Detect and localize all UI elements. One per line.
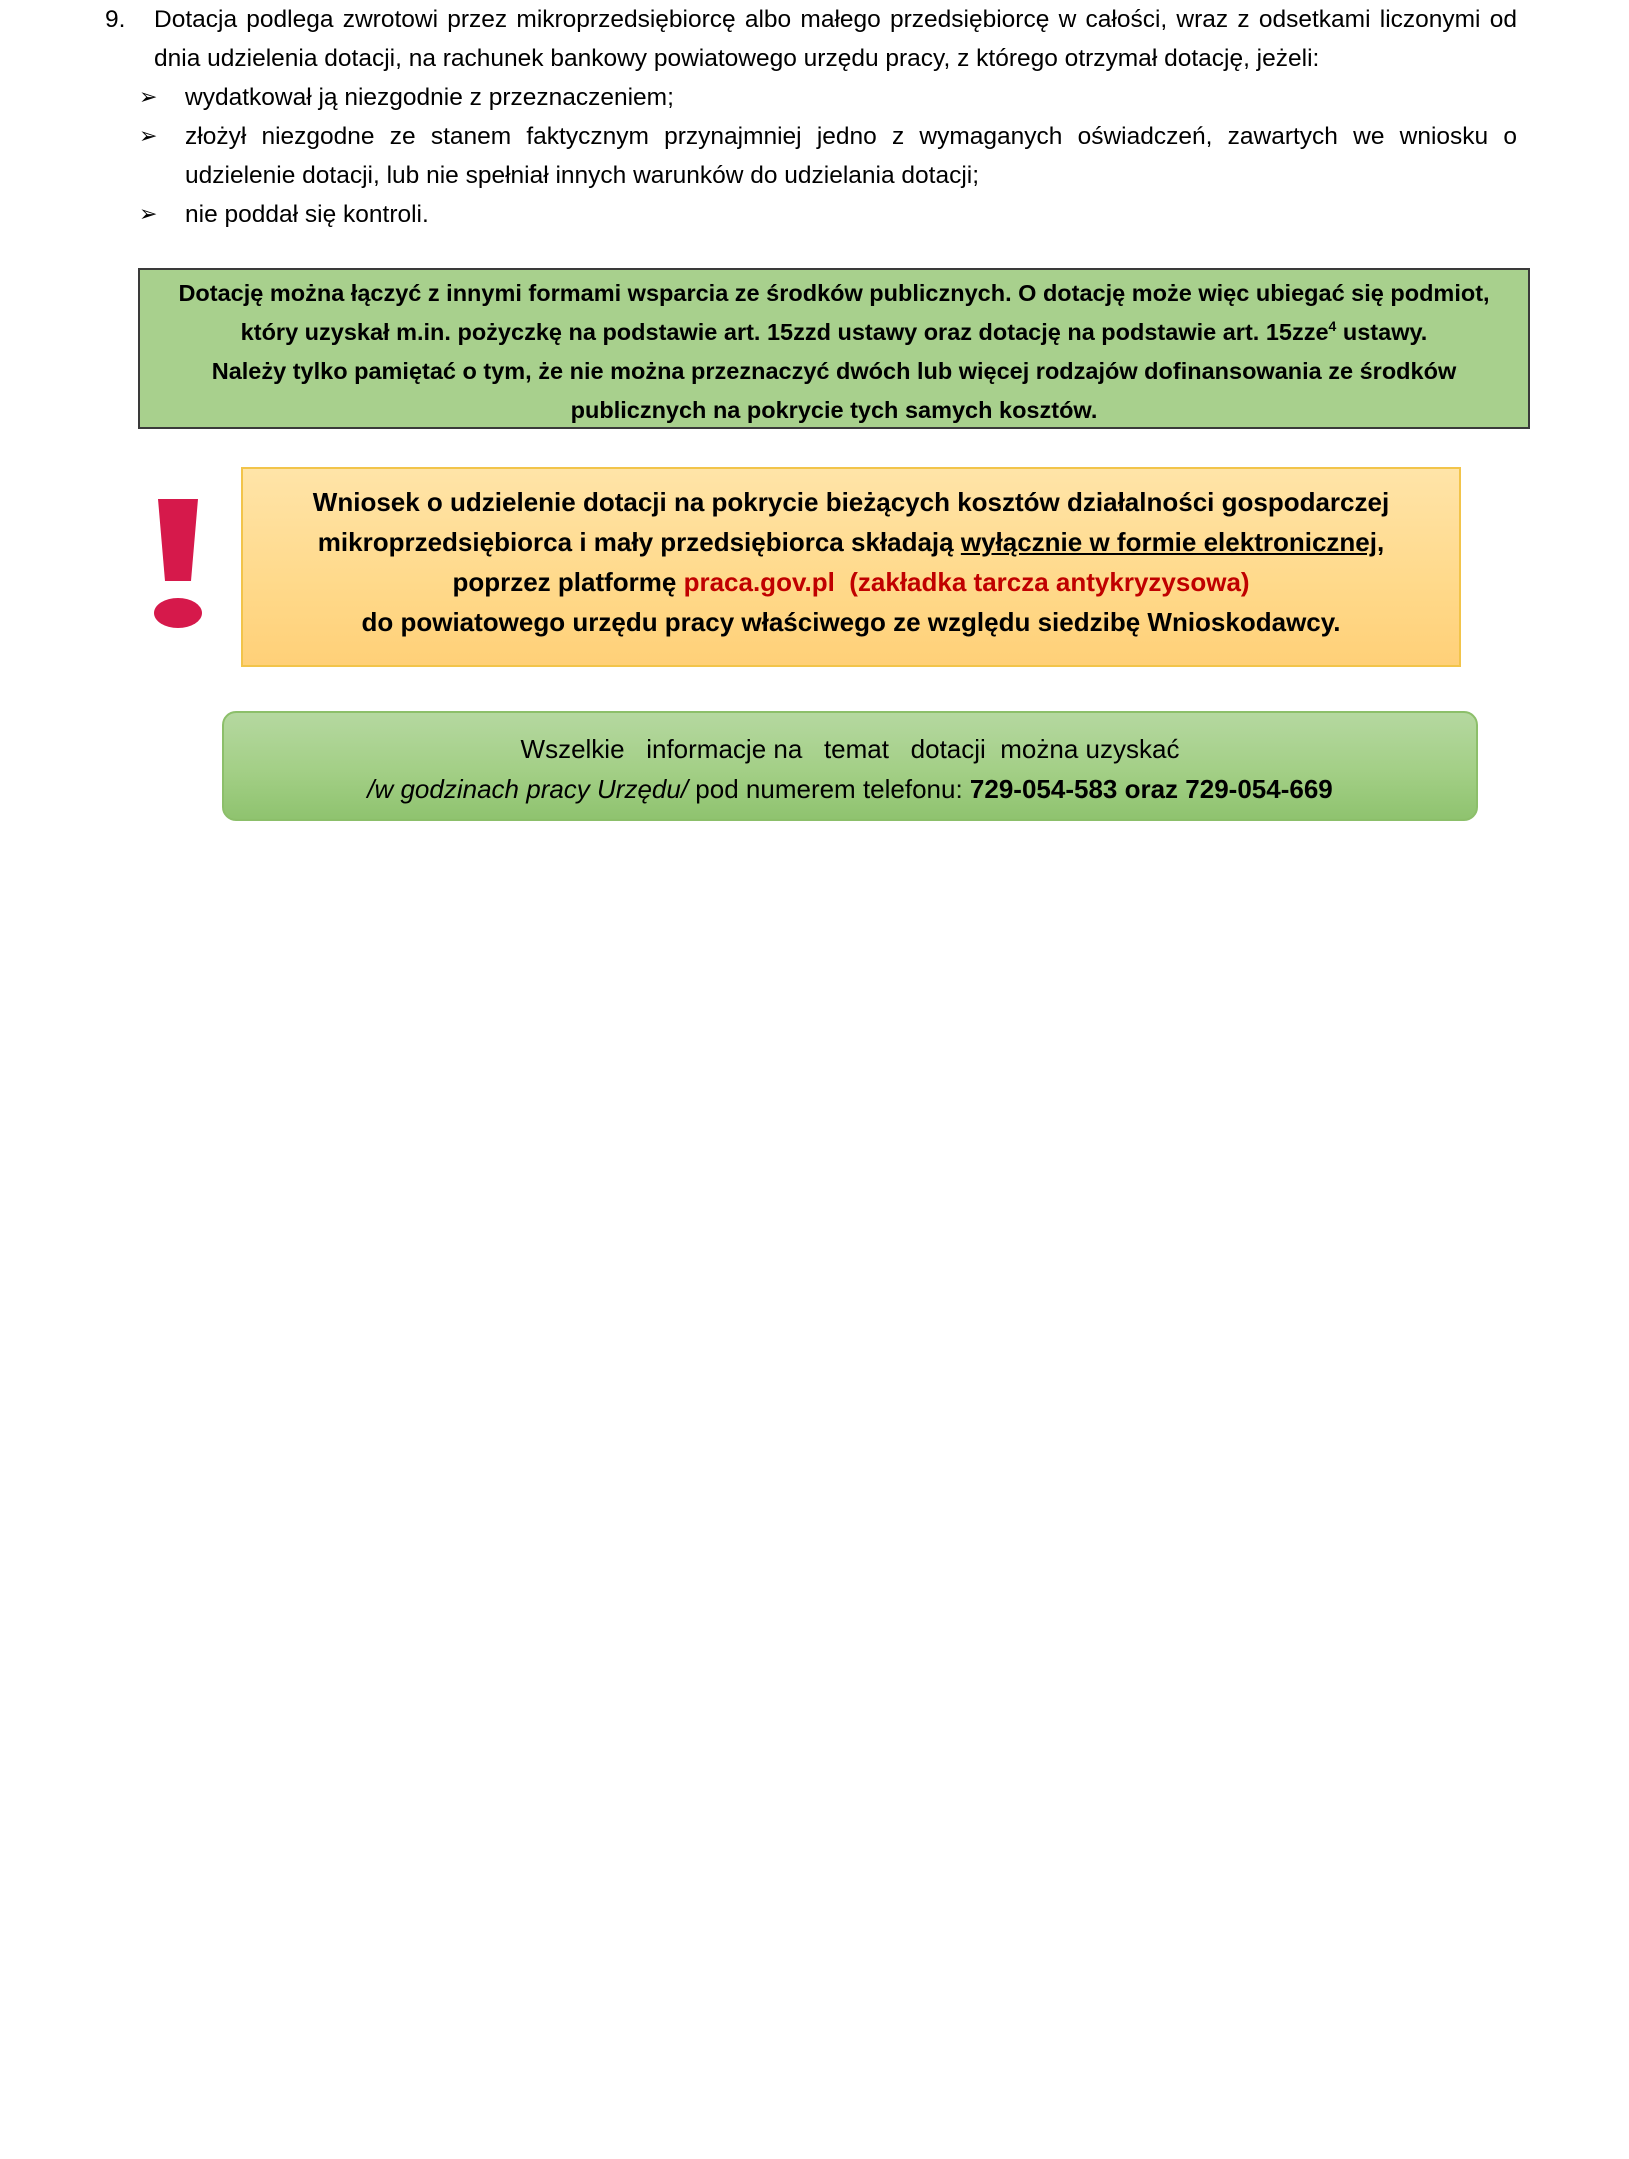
- list-item-text: wydatkował ją niezgodnie z przeznaczeniem;: [185, 84, 674, 111]
- note-line: Dotację można łączyć z innymi formami wsparcia ze środków publicznych. O dotację może więc ubiegać się podmiot,: [178, 280, 1490, 306]
- item-number: 9.: [105, 6, 126, 33]
- arrowhead-bullet-icon: ➢: [139, 124, 158, 149]
- phone-numbers: 729-054-583 oraz 729-054-669: [969, 774, 1333, 804]
- note-text: który uzyskał m.in. pożyczkę na podstawie art. 15zzd ustawy oraz dotację na podstawie art. 15zze: [240, 319, 1329, 345]
- platform-link[interactable]: praca.gov.pl (zakładka tarcza antykryzysowa): [683, 567, 1250, 597]
- list-item: [139, 117, 1517, 195]
- exclamation-icon: [150, 497, 206, 631]
- list-item: [139, 78, 1517, 117]
- warning-line: do powiatowego urzędu pracy właściwego ze względu siedzibę Wnioskodawcy.: [361, 607, 1341, 637]
- electronic-submission-warning: [241, 467, 1461, 667]
- item-9-intro: Dotacja podlega zwrotowi przez mikroprzedsiębiorcę albo małego przedsiębiorcę w całości, wraz z odsetkami liczonymi od dnia udzielenia dotacji, na rachunek bankowy powiatowego urzędu pracy, z którego otrzymał dotację, jeżeli:: [154, 6, 1517, 72]
- warning-text: mikroprzedsiębiorca i mały przedsiębiorca składają: [317, 527, 961, 557]
- warning-line: [243, 562, 1459, 602]
- contact-text: pod numerem telefonu:: [688, 774, 970, 804]
- office-hours-note: /w godzinach pracy Urzędu/: [367, 774, 689, 804]
- electronic-only-emphasis: wyłącznie w formie elektronicznej: [960, 527, 1377, 557]
- arrowhead-bullet-icon: ➢: [139, 85, 158, 110]
- footnote-marker: 4: [1328, 318, 1337, 334]
- contact-line: Wszelkie informacje na temat dotacji można uzyskać: [520, 734, 1180, 764]
- note-line: [140, 313, 1528, 352]
- contact-line: [224, 769, 1476, 809]
- note-line: Należy tylko pamiętać o tym, że nie można przeznaczyć dwóch lub więcej rodzajów dofinansowania ze środków: [211, 358, 1457, 384]
- warning-line: Wniosek o udzielenie dotacji na pokrycie bieżących kosztów działalności gospodarczej: [312, 487, 1390, 517]
- contact-info-box: [222, 711, 1478, 821]
- warning-line: [243, 522, 1459, 562]
- arrowhead-bullet-icon: ➢: [139, 202, 158, 227]
- warning-text: poprzez platformę: [452, 567, 684, 597]
- list-item-text: nie poddał się kontroli.: [185, 201, 429, 228]
- item-9-section: [105, 0, 1517, 234]
- list-item-text: złożył niezgodne ze stanem faktycznym przynajmniej jedno z wymaganych oświadczeń, zawartych we wniosku o udzielenie dotacji, lub nie spełniał innych warunków do udzielania dotacji;: [185, 123, 1517, 189]
- list-item: [139, 195, 1517, 234]
- warning-text: ,: [1376, 527, 1385, 557]
- note-line: publicznych na pokrycie tych samych kosztów.: [570, 397, 1098, 423]
- note-text: ustawy.: [1336, 319, 1428, 345]
- combining-support-note: [138, 268, 1530, 429]
- conditions-list: [139, 78, 1517, 234]
